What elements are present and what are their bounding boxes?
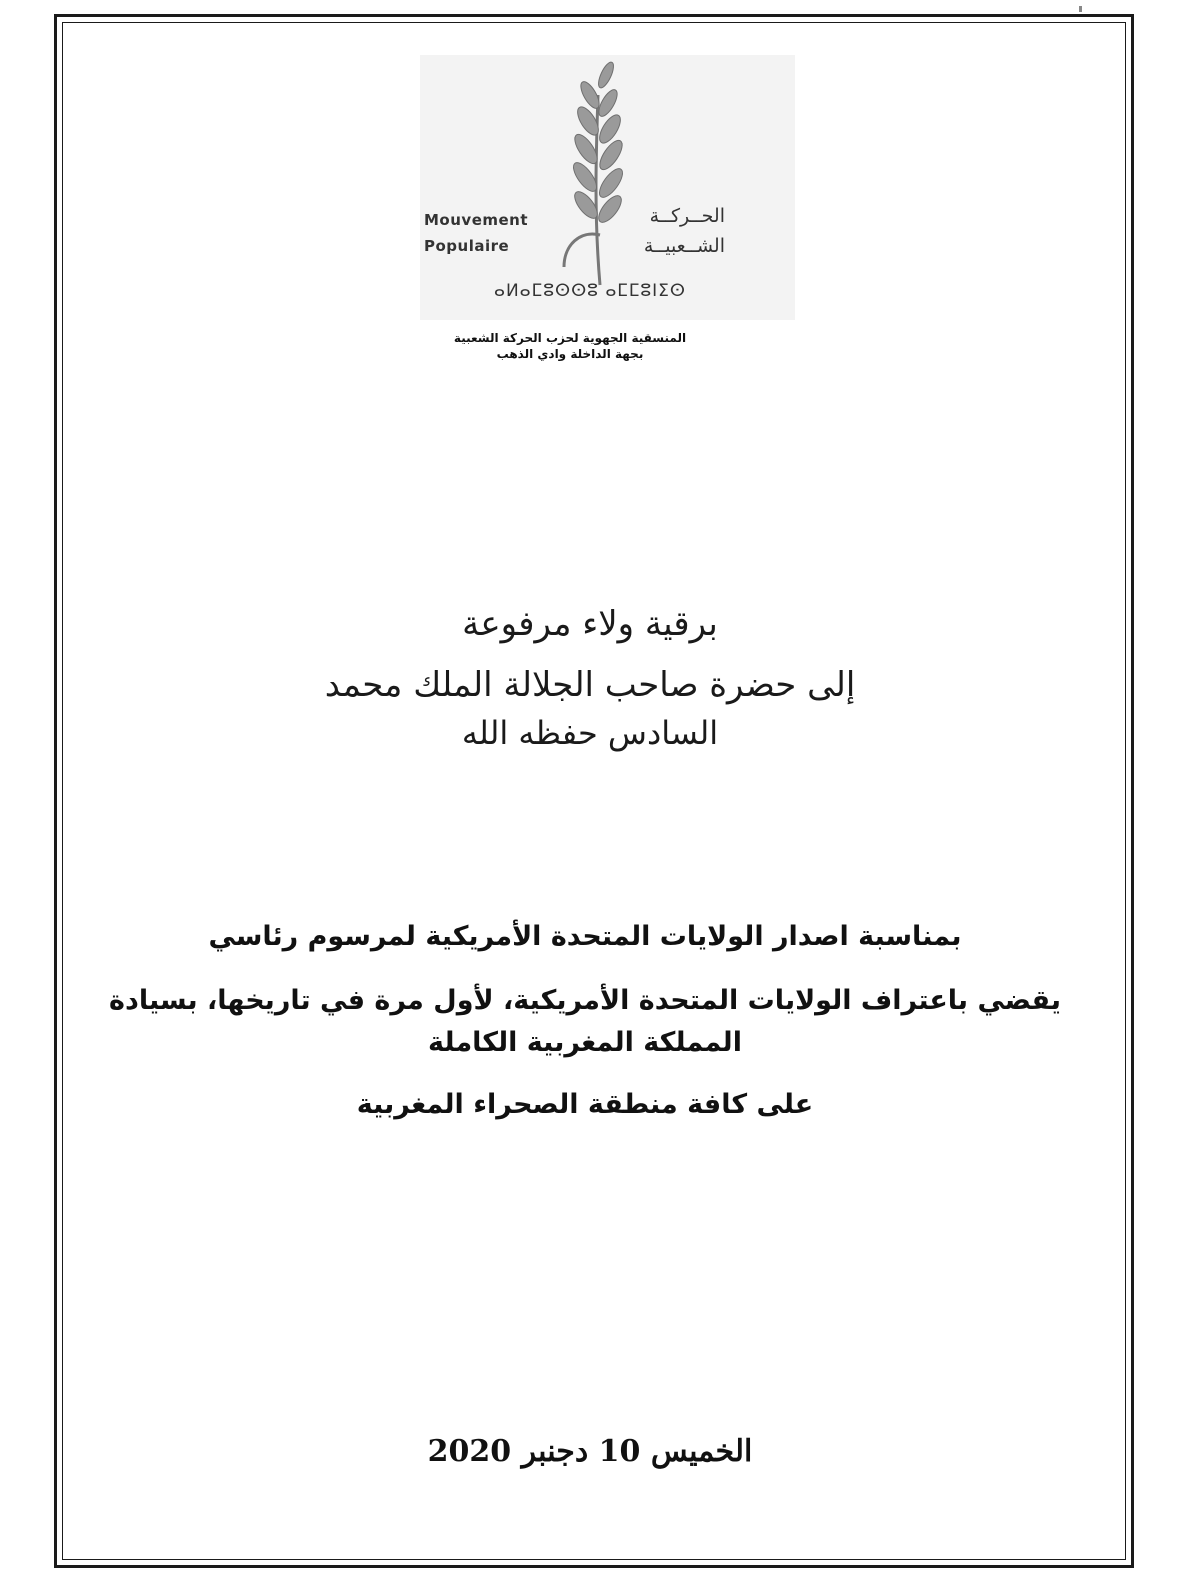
wheat-icon — [550, 55, 640, 295]
document-title — [120, 596, 1060, 756]
document-date: الخميس 10 دجنبر 2020 — [427, 1434, 753, 1469]
title-line-3: السادس حفظه الله — [461, 714, 719, 752]
title-line-2: إلى حضرة صاحب الجلالة الملك محمد — [324, 665, 856, 705]
title-line-1: برقية ولاء مرفوعة — [462, 604, 718, 644]
organization-line-1: المنسقية الجهوية لحزب الحركة الشعبية — [453, 331, 687, 345]
logo-french-name: Mouvement Populaire — [424, 211, 529, 255]
organization-line-2: بجهة الداخلة وادي الذهب — [496, 347, 644, 361]
occasion-line-3: المملكة المغربية الكاملة — [428, 1027, 742, 1058]
organization-header — [400, 330, 740, 362]
scan-mark — [1079, 6, 1082, 12]
party-logo — [420, 55, 795, 320]
occasion-line-1: بمناسبة اصدار الولايات المتحدة الأمريكية لمرسوم رئاسي — [208, 921, 962, 952]
occasion-text — [80, 916, 1090, 1126]
occasion-line-4: على كافة منطقة الصحراء المغربية — [356, 1089, 814, 1120]
logo-arabic-name: الحــركــة الشــعبيــة — [643, 205, 725, 257]
logo-tifinagh-name: ⴰⵍⴰⵎⵓⵙⵙⵓ ⴰⵎⵎⵓⵏⵉⵙ — [493, 281, 687, 301]
occasion-line-2: يقضي باعتراف الولايات المتحدة الأمريكية، لأول مرة في تاريخها، بسيادة — [109, 985, 1061, 1016]
